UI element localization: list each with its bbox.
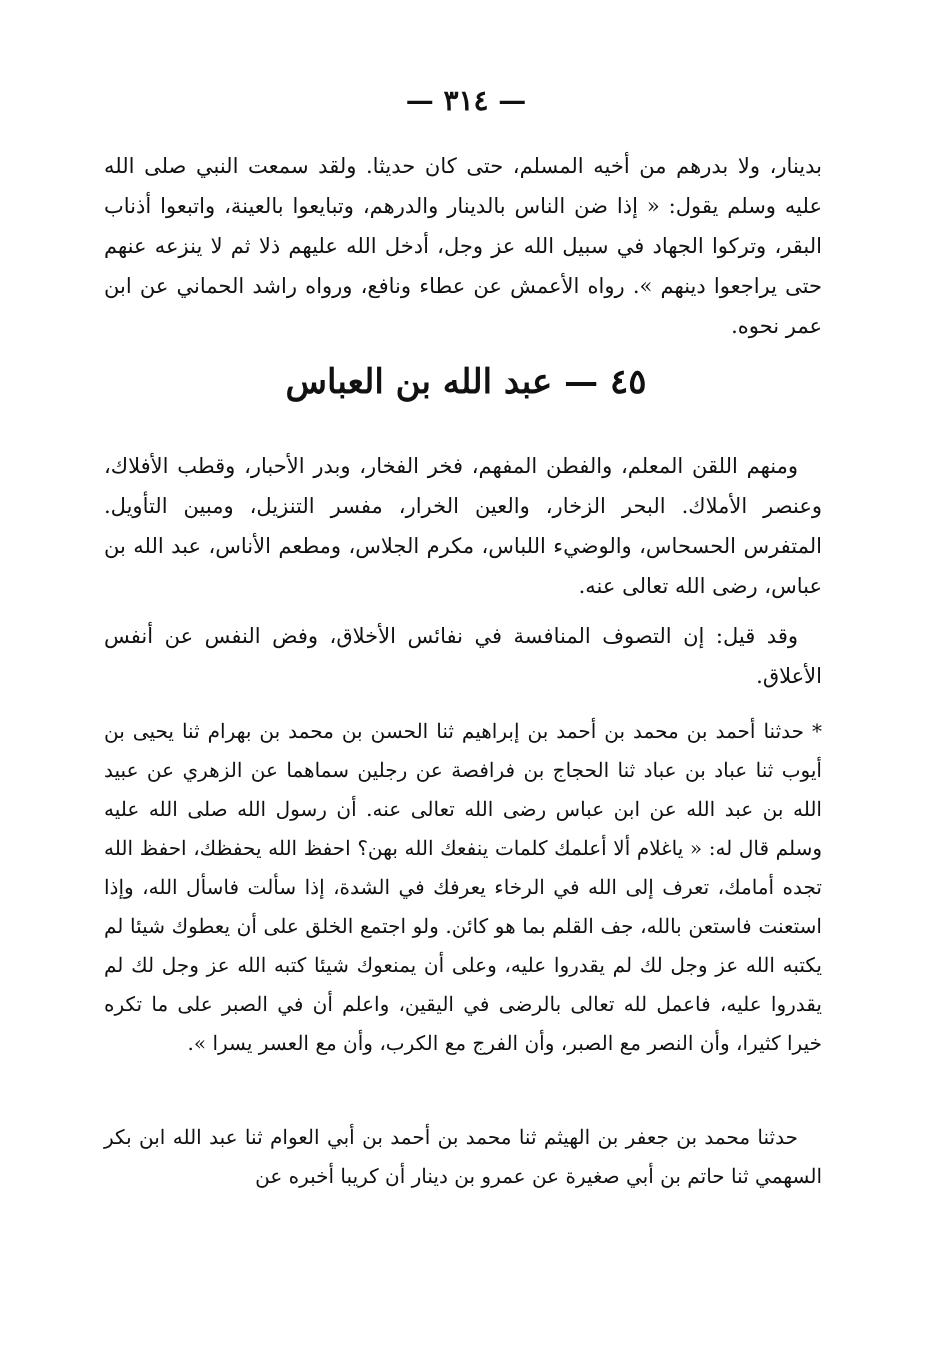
hadith-paragraph: * حدثنا أحمد بن محمد بن أحمد بن إبراهيم ثنا الحسن بن محمد بن بهرام ثنا يحيى بن أيوب ثنا عباد بن عباد ثنا الحجاج بن فرافصة عن رجلين سماهما عن الزهري عن عبيد الله بن عبد الله عن ابن عباس رضى الله تعالى عنه. أن رسول الله صلى الله عليه وسلم قال له: « ياغلام ألا أعلمك كلمات ينفعك الله بهن؟ احفظ الله يحفظك، احفظ الله تجده أمامك، تعرف إلى الله في الرخاء يعرفك في الشدة، إذا سألت فاسأل الله، وإذا استعنت فاستعن بالله، جف القلم بما هو كائن. ولو اجتمع الخلق على أن يعطوك شيئا لم يكتبه الله عز وجل لك لم يقدروا عليه، وعلى أن يمنعوك شيئا كتبه الله عز وجل لك لم يقدروا عليه، فاعمل لله تعالى بالرضى في اليقين، واعلم أن في الصبر على ما تكره خيرا كثيرا، وأن النصر مع الصبر، وأن الفرج مع الكرب، وأن مع العسر يسرا ».: [104, 719, 822, 1055]
chapter-title: ٤٥ — عبد الله بن العباس: [285, 362, 647, 402]
quote-paragraph: وقد قيل: إن التصوف المنافسة في نفائس الأخلاق، وفض النفس عن أنفس الأعلاق.: [104, 624, 822, 688]
quote-block: [104, 616, 822, 696]
hadith-chain-block: [104, 1118, 822, 1196]
page-number: — ٣١٤ —: [405, 84, 527, 117]
hadith-block: [104, 712, 822, 1063]
intro-paragraph: بدينار، ولا بدرهم من أخيه المسلم، حتى كان حديثا. ولقد سمعت النبي صلى الله عليه وسلم يقول: « إذا ضن الناس بالدينار والدرهم، وتبايعوا بالعينة، واتبعوا أذناب البقر، وتركوا الجهاد في سبيل الله عز وجل، أدخل الله عليهم ذلا ثم لا ينزعه عنهم حتى يراجعوا دينهم ». رواه الأعمش عن عطاء ونافع، ورواه راشد الحماني عن ابن عمر نحوه.: [104, 154, 822, 338]
biography-block: [104, 446, 822, 606]
biography-paragraph: ومنهم اللقن المعلم، والفطن المفهم، فخر الفخار، وبدر الأحبار، وقطب الأفلاك، وعنصر الأملاك. البحر الزخار، والعين الخرار، مفسر التنزيل، ومبين التأويل. المتفرس الحسحاس، والوضيء اللباس، مكرم الجلاس، ومطعم الأناس، عبد الله بن عباس، رضى الله تعالى عنه.: [104, 454, 822, 598]
intro-block: [104, 146, 822, 346]
hadith-chain-paragraph: حدثنا محمد بن جعفر بن الهيثم ثنا محمد بن أحمد بن أبي العوام ثنا عبد الله ابن بكر السهمي ثنا حاتم بن أبي صغيرة عن عمرو بن دينار أن كريبا أخبره عن: [104, 1125, 822, 1188]
